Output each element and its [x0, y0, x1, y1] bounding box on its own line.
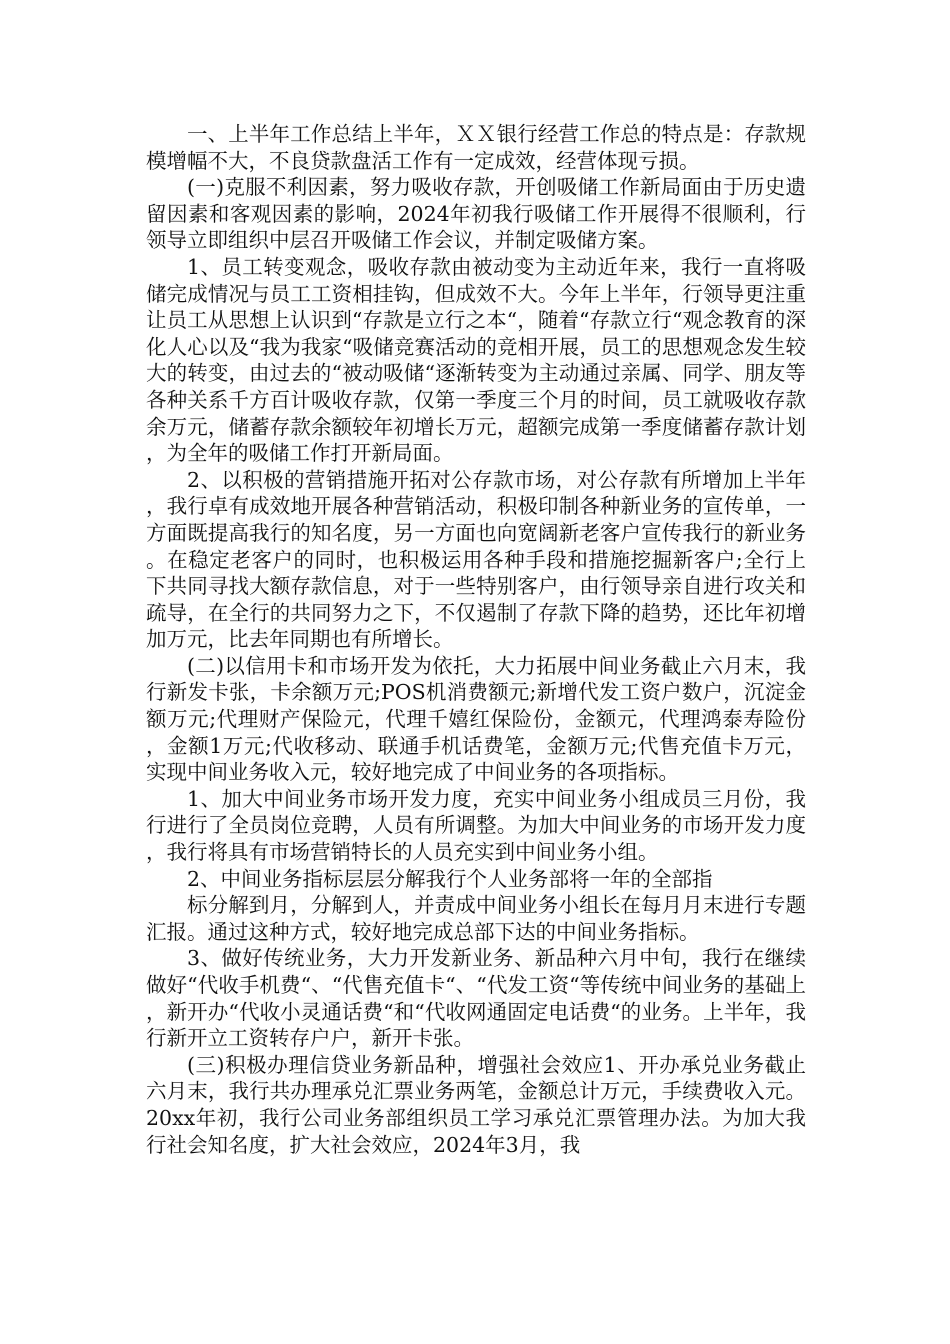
paragraph-summary-intro: 一、上半年工作总结上半年，ＸＸ银行经营工作总的特点是：存款规模增幅不大，不良贷款盘活工作有一定成效，经营体现亏损。 [146, 122, 806, 173]
paragraph-target-breakdown: 2、中间业务指标层层分解我行个人业务部将一年的全部指 [187, 866, 713, 891]
paragraph-staff-mindset: 1、员工转变观念，吸收存款由被动变为主动近年来，我行一直将吸储完成情况与员工工资相挂钩，但成效不大。今年上半年，行领导更注重让员工从思想上认识到“存款是立行之本“，随着“存款立行“观念教育的深化人心以及“我为我家“吸储竞赛活动的竞相开展，员工的思想观念发生较大的转变，由过去的“被动吸储“逐渐转变为主动通过亲属、同学、朋友等各种关系千方百计吸收存款，仅第一季度三个月的时间，员工就吸收存款余万元，储蓄存款余额较年初增长万元，超额完成第一季度储蓄存款计划，为全年的吸储工作打开新局面。 [146, 254, 806, 466]
paragraph-intermediary-business: (二)以信用卡和市场开发为依托，大力拓展中间业务截止六月末，我行新发卡张，卡余额万元;POS机消费额元;新增代发工资户数户，沉淀金额万元;代理财产保险元，代理千嬉红保险份，金额元，代理鸿泰寿险份，金额1万元;代收移动、联通手机话费笔，金额万元;代售充值卡万元，实现中间业务收入元，较好地完成了中间业务的各项指标。 [146, 653, 806, 785]
paragraph-credit-business: (三)积极办理信贷业务新品种，增强社会效应1、开办承兑业务截止六月末，我行共办理承兑汇票业务两笔，金额总计万元，手续费收入元。20xx年初，我行公司业务部组织员工学习承兑汇票管理办法。为加大我行社会知名度，扩大社会效应，2024年3月，我 [146, 1052, 806, 1157]
paragraph-traditional-business: 3、做好传统业务，大力开发新业务、新品种六月中旬，我行在继续做好“代收手机费“、“代售充值卡“、“代发工资“等传统中间业务的基础上，新开办“代收小灵通话费“和“代收网通固定电话费“的业务。上半年，我行新开立工资转存户户，新开卡张。 [146, 946, 806, 1051]
paragraph-target-breakdown-continued: 标分解到月，分解到人，并责成中间业务小组长在每月月末进行专题汇报。通过这种方式，较好地完成总部下达的中间业务指标。 [146, 893, 806, 944]
paragraph-market-development: 1、加大中间业务市场开发力度，充实中间业务小组成员三月份，我行进行了全员岗位竞聘，人员有所调整。为加大中间业务的市场开发力度，我行将具有市场营销特长的人员充实到中间业务小组。 [146, 786, 806, 865]
document-body [146, 121, 806, 1158]
paragraph-corporate-deposits: 2、以积极的营销措施开拓对公存款市场，对公存款有所增加上半年，我行卓有成效地开展各种营销活动，积极印制各种新业务的宣传单，一方面既提高我行的知名度，另一方面也向宽阔新老客户宣传我行的新业务。在稳定老客户的同时，也积极运用各种手段和措施挖掘新客户;全行上下共同寻找大额存款信息，对于一些特别客户，由行领导亲自进行攻关和疏导，在全行的共同努力之下，不仅遏制了存款下降的趋势，还比年初增加万元，比去年同期也有所增长。 [146, 467, 806, 652]
paragraph-deposit-overview: (一)克服不利因素，努力吸收存款，开创吸储工作新局面由于历史遗留因素和客观因素的影响，2024年初我行吸储工作开展得不很顺利，行领导立即组织中层召开吸储工作会议，并制定吸储方案。 [146, 175, 806, 253]
